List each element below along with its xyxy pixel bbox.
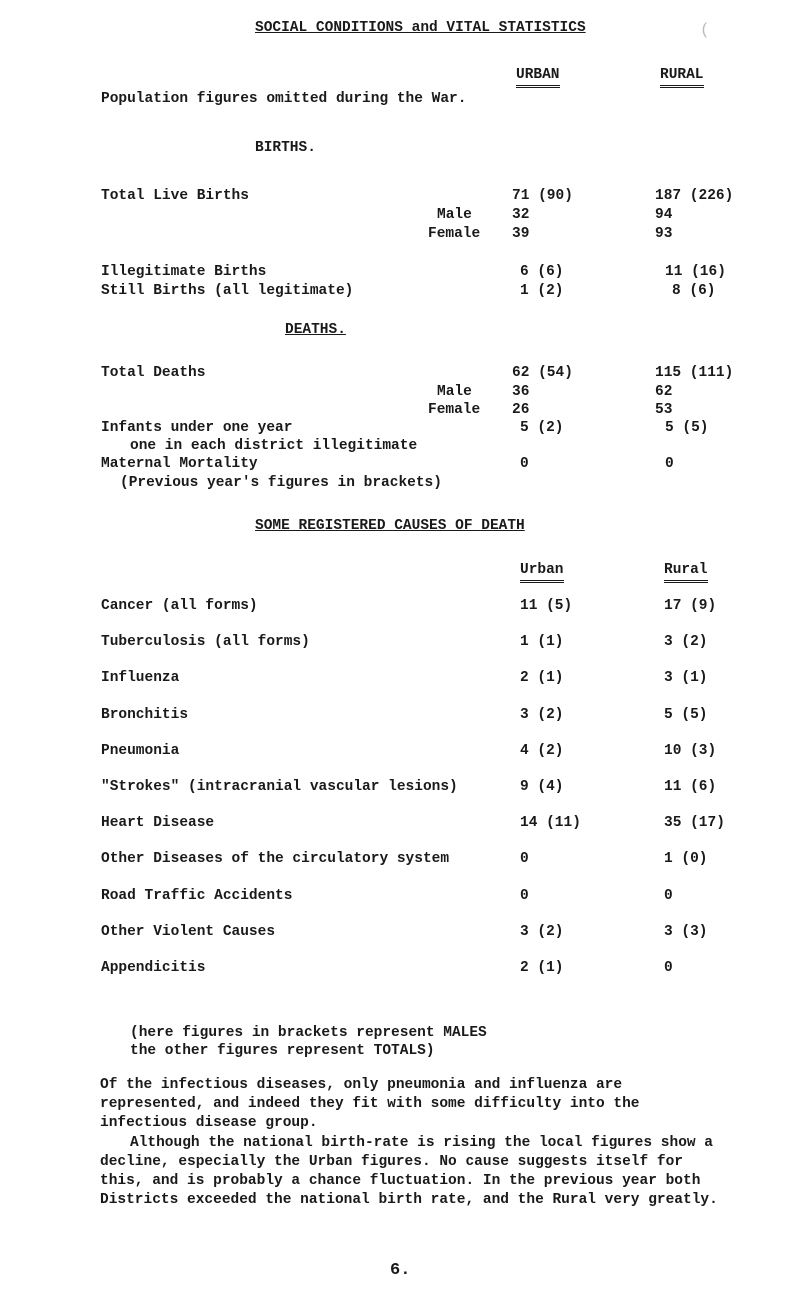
cause-label: Other Diseases of the circulatory system (101, 851, 450, 867)
illegitimate-births-rural: 11 (16) (665, 264, 726, 280)
illegitimate-births-urban: 6 (6) (520, 264, 564, 280)
maternal-mortality-rural: 0 (665, 456, 674, 472)
causes-rural-header: Rural (664, 561, 708, 583)
total-deaths-urban: 62 (54) (512, 365, 573, 381)
males-note-line2: the other figures represent TOTALS) (130, 1043, 435, 1059)
cause-urban-value: 3 (2) (520, 707, 564, 723)
cause-label: Road Traffic Accidents (101, 888, 293, 904)
cause-label: Other Violent Causes (101, 924, 276, 940)
births-male-rural: 94 (655, 207, 673, 223)
causes-urban-header: Urban (520, 561, 564, 583)
deaths-heading: DEATHS. (285, 322, 346, 338)
cause-urban-value: 1 (1) (520, 634, 564, 650)
births-heading: BIRTHS. (255, 140, 316, 156)
total-deaths-rural: 115 (111) (655, 365, 734, 381)
cause-label: Pneumonia (101, 743, 180, 759)
rural-column-header: RURAL (660, 66, 704, 88)
cause-label: Bronchitis (101, 707, 189, 723)
population-note: Population figures omitted during the War. (101, 91, 467, 107)
page-number: 6. (390, 1261, 411, 1280)
cause-label: "Strokes" (intracranial vascular lesions) (101, 779, 458, 795)
cause-rural-value: 0 (664, 888, 673, 904)
illegitimate-births-label: Illegitimate Births (101, 264, 267, 280)
births-female-urban: 39 (512, 226, 530, 242)
cause-label: Heart Disease (101, 815, 215, 831)
causes-heading: SOME REGISTERED CAUSES OF DEATH (255, 518, 525, 534)
cause-rural-value: 35 (17) (664, 815, 725, 831)
cause-label: Cancer (all forms) (101, 598, 258, 614)
total-deaths-label: Total Deaths (101, 365, 206, 381)
maternal-mortality-urban: 0 (520, 456, 529, 472)
still-births-rural: 8 (6) (672, 283, 716, 299)
brackets-note: (Previous year's figures in brackets) (120, 475, 442, 491)
births-female-label: Female (428, 226, 481, 242)
births-male-urban: 32 (512, 207, 530, 223)
cause-rural-value: 1 (0) (664, 851, 708, 867)
cause-urban-value: 14 (11) (520, 815, 581, 831)
males-note-line1: (here figures in brackets represent MALES (130, 1025, 487, 1041)
deaths-male-label: Male (437, 384, 472, 400)
cause-urban-value: 2 (1) (520, 960, 564, 976)
cause-urban-value: 0 (520, 851, 529, 867)
total-live-births-label: Total Live Births (101, 188, 249, 204)
cause-rural-value: 3 (1) (664, 670, 708, 686)
cause-label: Tuberculosis (all forms) (101, 634, 310, 650)
deaths-male-urban: 36 (512, 384, 530, 400)
paragraph-birth-rate: Although the national birth-rate is rising the local figures show a decline, especially the Urban figures. No cause suggests itself for this, and is probably a chance fluctuation. In the previous year both Districts exceeded the national birth rate, and the Rural very greatly. (100, 1135, 718, 1208)
cause-rural-value: 3 (2) (664, 634, 708, 650)
deaths-female-label: Female (428, 402, 481, 418)
corner-mark: ( (700, 21, 710, 39)
cause-rural-value: 17 (9) (664, 598, 717, 614)
cause-label: Influenza (101, 670, 180, 686)
cause-rural-value: 5 (5) (664, 707, 708, 723)
urban-column-header: URBAN (516, 66, 560, 88)
cause-rural-value: 11 (6) (664, 779, 717, 795)
cause-urban-value: 9 (4) (520, 779, 564, 795)
deaths-female-urban: 26 (512, 402, 530, 418)
infants-note: one in each district illegitimate (130, 438, 418, 454)
infants-rural: 5 (5) (665, 420, 709, 436)
deaths-female-rural: 53 (655, 402, 673, 418)
cause-urban-value: 11 (5) (520, 598, 573, 614)
cause-rural-value: 0 (664, 960, 673, 976)
cause-urban-value: 2 (1) (520, 670, 564, 686)
page-title: SOCIAL CONDITIONS and VITAL STATISTICS (255, 20, 586, 36)
births-female-rural: 93 (655, 226, 673, 242)
cause-rural-value: 10 (3) (664, 743, 717, 759)
total-live-births-urban: 71 (90) (512, 188, 573, 204)
cause-rural-value: 3 (3) (664, 924, 708, 940)
still-births-label: Still Births (all legitimate) (101, 283, 354, 299)
births-male-label: Male (437, 207, 472, 223)
infants-urban: 5 (2) (520, 420, 564, 436)
paragraph-infectious: Of the infectious diseases, only pneumonia and influenza are represented, and indeed they fit with some difficulty into the infectious disease group. (100, 1077, 640, 1131)
still-births-urban: 1 (2) (520, 283, 564, 299)
cause-urban-value: 4 (2) (520, 743, 564, 759)
infants-label: Infants under one year (101, 420, 293, 436)
maternal-mortality-label: Maternal Mortality (101, 456, 258, 472)
cause-urban-value: 0 (520, 888, 529, 904)
cause-urban-value: 3 (2) (520, 924, 564, 940)
cause-label: Appendicitis (101, 960, 206, 976)
deaths-male-rural: 62 (655, 384, 673, 400)
total-live-births-rural: 187 (226) (655, 188, 734, 204)
